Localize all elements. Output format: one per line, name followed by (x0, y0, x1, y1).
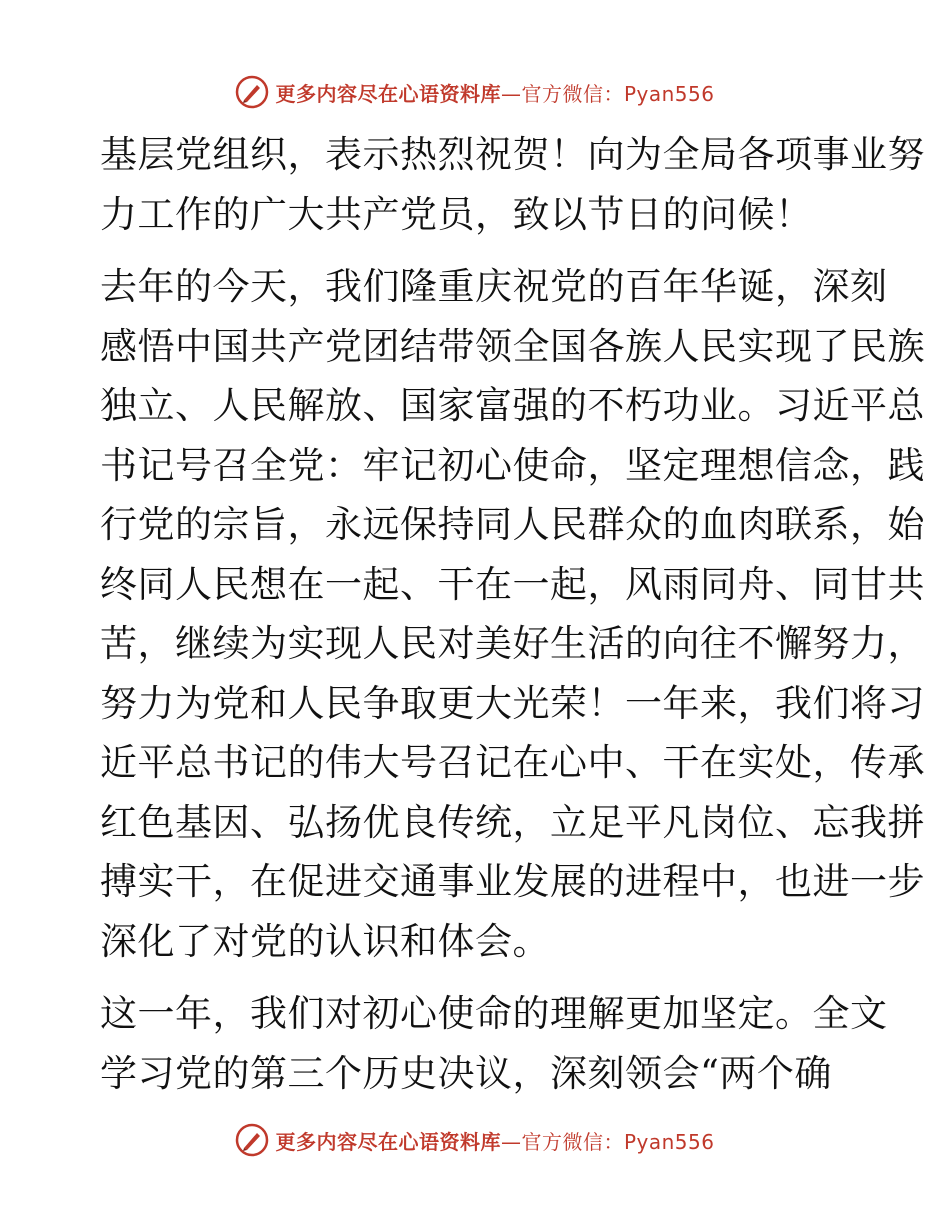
text-line: 独立、人民解放、国家富强的不朽功业。习近平总 (100, 384, 925, 427)
watermark-tail-text: —官方微信：Pyan556 (500, 81, 715, 106)
header-watermark (0, 72, 950, 112)
paragraph-3 (100, 984, 888, 1103)
text-line: 终同人民想在一起、干在一起，风雨同舟、同甘共 (100, 562, 925, 606)
watermark-text (275, 1126, 714, 1155)
text-line: 这一年，我们对初心使命的理解更加坚定。全文 (100, 992, 888, 1035)
footer-watermark (0, 1120, 950, 1160)
watermark-text (275, 78, 714, 107)
pen-logo-icon (235, 75, 269, 109)
text-line: 深化了对党的认识和体会。 (100, 919, 550, 963)
paragraph-2 (100, 257, 925, 971)
text-line: 书记号召全党：牢记初心使命，坚定理想信念，践 (100, 443, 925, 487)
pen-logo-icon (235, 1123, 269, 1157)
watermark-lead-text: 更多内容尽在心语资料库 (275, 81, 501, 106)
paragraph-1 (100, 125, 925, 244)
text-line: 行党的宗旨，永远保持同人民群众的血肉联系，始 (100, 503, 925, 546)
text-line: 努力为党和人民争取更大光荣！一年来，我们将习 (100, 681, 925, 725)
watermark-lead-text: 更多内容尽在心语资料库 (275, 1129, 501, 1154)
text-line: 近平总书记的伟大号召记在心中、干在实处，传承 (100, 741, 925, 784)
text-line: 苦，继续为实现人民对美好生活的向往不懈努力， (100, 622, 925, 665)
text-line: 力工作的广大共产党员，致以节日的问候！ (100, 192, 813, 236)
text-line: 搏实干，在促进交通事业发展的进程中，也进一步 (100, 860, 925, 903)
watermark-tail-text: —官方微信：Pyan556 (500, 1129, 715, 1154)
text-line: 红色基因、弘扬优良传统，立足平凡岗位、忘我拼 (100, 800, 925, 844)
text-line: 基层党组织，表示热烈祝贺！向为全局各项事业努 (100, 133, 925, 176)
text-line: 感悟中国共产党团结带领全国各族人民实现了民族 (100, 324, 925, 368)
text-line: 去年的今天，我们隆重庆祝党的百年华诞，深刻 (100, 265, 888, 308)
document-body (100, 125, 925, 1103)
text-line: 学习党的第三个历史决议，深刻领会“两个确 (100, 1051, 832, 1095)
